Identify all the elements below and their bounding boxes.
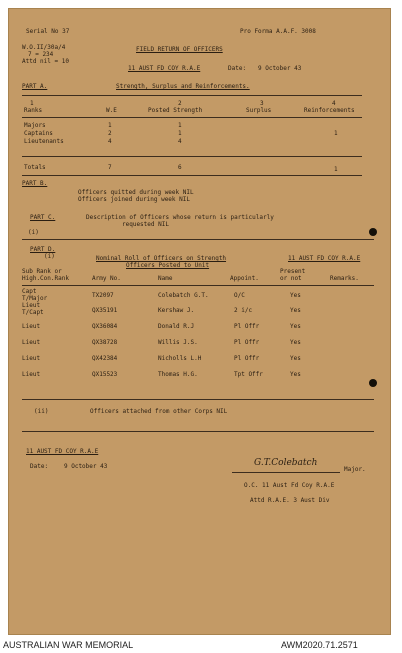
- rule: [22, 175, 362, 176]
- column-header: Remarks.: [330, 275, 359, 282]
- part-c-label: PART C.: [30, 214, 56, 221]
- signature: G.T.Colebatch: [254, 458, 318, 468]
- part-d-attached-sub: (ii): [34, 408, 49, 415]
- punch-hole: [369, 228, 377, 236]
- column-header: Appoint.: [230, 275, 259, 282]
- column-header: Army No.: [92, 275, 121, 282]
- part-b-line: Officers quitted during week NIL: [78, 189, 194, 196]
- officer-number: TX2097: [92, 292, 114, 299]
- pro-forma: Pro Forma A.A.F. 3008: [240, 28, 316, 35]
- rule: [22, 399, 374, 400]
- file-ref-2: 7 = 234: [28, 51, 54, 58]
- serial-number: Serial No 37: [26, 28, 70, 35]
- column-header: Reinforcements: [304, 107, 355, 114]
- officer-name: Thomas H.G.: [158, 371, 198, 378]
- part-a-label: PART A.: [22, 83, 48, 90]
- officer-present: Yes: [290, 339, 301, 346]
- col-number: 1: [30, 100, 34, 107]
- attd-nil: Attd nil = 10: [22, 58, 69, 65]
- column-header: Posted Strength: [148, 107, 203, 114]
- posted-cell: 1: [178, 122, 182, 129]
- officer-number: QX15523: [92, 371, 118, 378]
- column-header: Surplus: [246, 107, 272, 114]
- officer-number: QX38728: [92, 339, 118, 346]
- officer-number: QX42384: [92, 355, 118, 362]
- column-header: Sub Rank or High.Con.Rank: [22, 268, 69, 282]
- part-d-label: PART D.: [30, 246, 56, 253]
- rank-cell: Lieutenants: [24, 138, 64, 145]
- officer-name: Donald R.J: [158, 323, 195, 330]
- reinf-cell: 1: [334, 130, 338, 137]
- part-d-unit: 11 AUST FD COY R.A.E: [288, 255, 361, 262]
- column-header: Present or not: [280, 268, 306, 282]
- footer-right: AWM2020.71.2571: [281, 640, 358, 650]
- signoff-line: Attd R.A.E. 3 Aust Div: [250, 497, 330, 504]
- document-title: FIELD RETURN OF OFFICERS: [136, 46, 223, 53]
- officer-appointment: Tpt Offr: [234, 371, 263, 378]
- totals-posted: 6: [178, 164, 182, 171]
- column-header: Name: [158, 275, 173, 282]
- signoff-rank: Major.: [344, 466, 366, 473]
- rule: [22, 285, 374, 286]
- officer-rank: Lieut: [22, 355, 41, 362]
- posted-cell: 4: [178, 138, 182, 145]
- date-label: Date:: [228, 65, 247, 72]
- file-ref-1: W.O.II/30a/4: [22, 44, 66, 51]
- column-header: Ranks: [24, 107, 43, 114]
- officer-appointment: Pl Offr: [234, 323, 260, 330]
- signoff-date-label: Date:: [30, 463, 49, 470]
- unit-name: 11 AUST FD COY R.A.E: [128, 65, 201, 72]
- officer-present: Yes: [290, 292, 301, 299]
- part-d-sub: (i): [44, 253, 55, 260]
- part-c-text: requested NIL: [122, 221, 169, 228]
- officer-appointment: Pl Offr: [234, 355, 260, 362]
- officer-appointment: Pl Offr: [234, 339, 260, 346]
- officer-present: Yes: [290, 355, 301, 362]
- part-c-sub: (i): [28, 229, 39, 236]
- rank-cell: Captains: [24, 130, 53, 137]
- officer-number: QX36084: [92, 323, 118, 330]
- punch-hole: [369, 379, 377, 387]
- officer-number: QX35191: [92, 307, 118, 314]
- officer-name: Colebatch G.T.: [158, 292, 209, 299]
- column-header: W.E: [106, 107, 117, 114]
- officer-name: Kershaw J.: [158, 307, 195, 314]
- officer-appointment: O/C: [234, 292, 245, 299]
- officer-present: Yes: [290, 371, 301, 378]
- officer-rank: Lieut T/Capt: [22, 302, 44, 316]
- part-d-heading: Officers Posted to Unit: [126, 262, 210, 269]
- part-c-text: Description of Officers whose return is particularly: [86, 214, 274, 221]
- col-number: 4: [332, 100, 336, 107]
- rank-cell: Majors: [24, 122, 46, 129]
- rule: [22, 156, 362, 157]
- footer-bar: [0, 637, 402, 653]
- officer-rank: Capt T/Major: [22, 288, 48, 302]
- totals-reinf: 1: [334, 166, 338, 173]
- officer-rank: Lieut: [22, 339, 41, 346]
- rule: [22, 95, 362, 96]
- col-number: 3: [260, 100, 264, 107]
- officer-name: Nicholls L.H: [158, 355, 202, 362]
- signature-line: [232, 472, 340, 473]
- rule: [22, 117, 362, 118]
- officer-rank: Lieut: [22, 323, 41, 330]
- part-d-attached-text: Officers attached from other Corps NIL: [90, 408, 228, 415]
- totals-label: Totals: [24, 164, 46, 171]
- officer-present: Yes: [290, 323, 301, 330]
- officer-name: Willis J.S.: [158, 339, 198, 346]
- posted-cell: 1: [178, 130, 182, 137]
- officer-rank: Lieut: [22, 371, 41, 378]
- date-value: 9 October 43: [258, 65, 302, 72]
- document-sheet: [8, 8, 391, 635]
- part-a-heading: Strength, Surplus and Reinforcements.: [116, 83, 250, 90]
- signoff-date-value: 9 October 43: [64, 463, 108, 470]
- officer-appointment: 2 i/c: [234, 307, 253, 314]
- signoff-line: O.C. 11 Aust Fd Coy R.A.E: [244, 482, 335, 489]
- part-d-heading: Nominal Roll of Officers on Strength: [96, 255, 227, 262]
- totals-we: 7: [108, 164, 112, 171]
- part-b-label: PART B.: [22, 180, 48, 187]
- we-cell: 4: [108, 138, 112, 145]
- officer-present: Yes: [290, 307, 301, 314]
- rule: [22, 431, 374, 432]
- we-cell: 1: [108, 122, 112, 129]
- signoff-unit: 11 AUST FD COY R.A.E: [26, 448, 99, 455]
- rule: [22, 239, 374, 240]
- we-cell: 2: [108, 130, 112, 137]
- col-number: 2: [178, 100, 182, 107]
- part-b-line: Officers joined during week NIL: [78, 196, 190, 203]
- footer-left: AUSTRALIAN WAR MEMORIAL: [3, 640, 134, 650]
